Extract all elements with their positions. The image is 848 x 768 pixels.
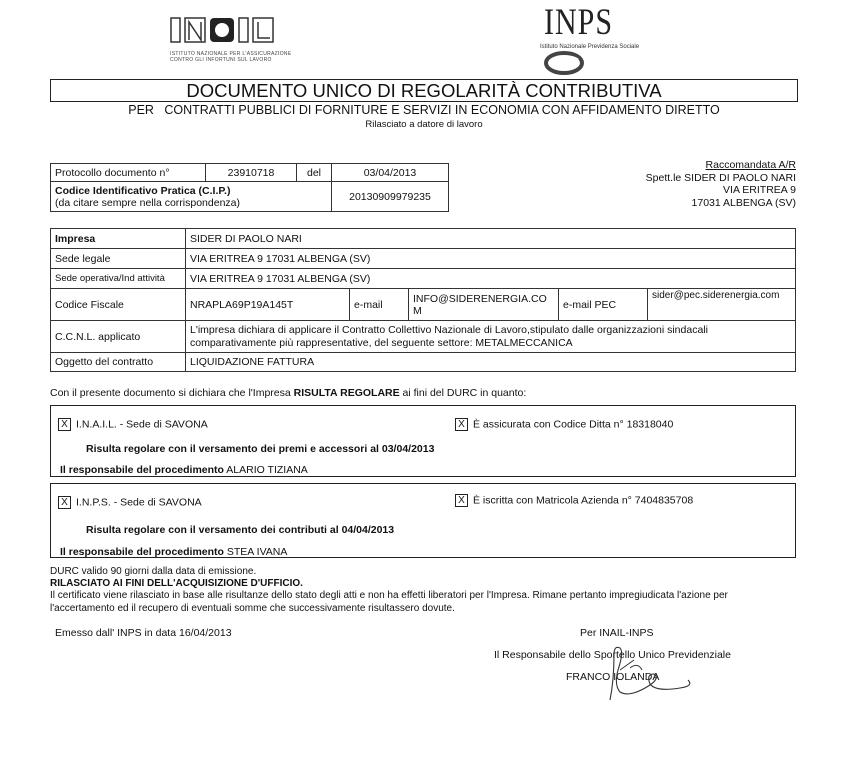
protocol-label: Protocollo documento n°	[51, 164, 206, 182]
sede-legale-label: Sede legale	[51, 249, 186, 269]
cip-label-cell	[51, 182, 332, 212]
sede-operativa-value: VIA ERITREA 9 17031 ALBENGA (SV)	[186, 269, 796, 289]
inail-result: Risulta regolare con il versamento dei premi e accessori al 03/04/2013	[86, 443, 435, 455]
inps-subtitle: Istituto Nazionale Previdenza Sociale	[540, 44, 640, 50]
inail-resp-label: Il responsabile del procedimento	[60, 464, 224, 476]
inail-sede: I.N.A.I.L. - Sede di SAVONA	[76, 418, 208, 431]
title-text: DOCUMENTO UNICO DI REGOLARITÀ CONTRIBUTIVA	[186, 80, 662, 101]
oggetto-label: Oggetto del contratto	[51, 353, 186, 372]
protocol-del-label: del	[297, 164, 332, 182]
inps-checkbox: X	[58, 496, 71, 509]
email-value-cell	[409, 289, 559, 321]
inail-logo-mark	[170, 16, 280, 46]
responsabile-sportello: Il Responsabile dello Sportello Unico Previdenziale	[494, 649, 731, 661]
recipient-line1: Spett.le SIDER DI PAOLO NARI	[645, 171, 796, 184]
signature	[590, 640, 710, 706]
inps-matricola-checkbox: X	[455, 494, 468, 507]
inail-logo	[170, 16, 320, 62]
ccnl-value-cell	[186, 321, 796, 353]
sede-operativa-label: Sede operativa/Ind attività	[51, 269, 186, 289]
declaration-pre: Con il presente documento si dichiara che l'Impresa	[50, 387, 294, 399]
declaration	[50, 387, 526, 399]
company-table	[50, 228, 796, 372]
inps-resp-label: Il responsabile del procedimento	[60, 546, 224, 558]
inail-codice-checkbox: X	[455, 418, 468, 431]
email-value-line1: INFO@SIDERENERGIA.CO	[413, 292, 547, 305]
per-inail-inps: Per INAIL-INPS	[580, 627, 654, 639]
email-value-line2: M	[413, 304, 422, 317]
cip-note: (da citare sempre nella corrispondenza)	[55, 196, 241, 209]
inail-checkbox: X	[58, 418, 71, 431]
ccnl-line1: L'impresa dichiara di applicare il Contratto Collettivo Nazionale di Lavoro,stipulato dalle organizzazioni sindacali	[190, 324, 708, 336]
inps-section	[50, 483, 796, 558]
inps-responsible-row	[60, 546, 287, 558]
inail-codice-row	[455, 418, 673, 431]
legal-note-line2: l'accertamento ed il recupero di eventuali somme che successivamente risultassero dovute.	[50, 602, 455, 614]
ccnl-label: C.C.N.L. applicato	[51, 321, 186, 353]
recipient-block	[646, 159, 796, 209]
inps-mark: INPS	[544, 1, 614, 43]
cip-value: 20130909979235	[332, 182, 449, 212]
footer-notes	[50, 566, 810, 615]
legal-note-line1: Il certificato viene rilasciato in base alle risultanze dello stato degli atti e non ha effetti liberatori per l'Impresa. Rimane pertanto impregiudicata l'azione per	[50, 590, 728, 602]
impresa-value: SIDER DI PAOLO NARI	[186, 229, 796, 249]
validity-note: DURC valido 90 giorni dalla data di emissione.	[50, 566, 257, 577]
inps-resp-name: STEA IVANA	[223, 546, 288, 558]
recipient-line3: 17031 ALBENGA (SV)	[691, 196, 796, 209]
document-title	[50, 79, 798, 102]
issued-to: Rilasciato a datore di lavoro	[365, 119, 483, 130]
inps-result: Risulta regolare con il versamento dei contributi al 04/04/2013	[86, 524, 395, 536]
purpose-note: RILASCIATO AI FINI DELL'ACQUISIZIONE D'UFFICIO.	[50, 578, 303, 590]
protocol-table	[50, 163, 449, 212]
inps-emblem-icon	[542, 50, 586, 76]
mail-type: Raccomandata A/R	[705, 159, 796, 171]
inps-sede-row	[58, 496, 202, 509]
inps-logo	[540, 1, 700, 76]
inail-resp-name: ALARIO TIZIANA	[223, 464, 308, 476]
ccnl-line2: comparativamente più rappresentative, del seguente settore: METALMECCANICA	[190, 336, 573, 349]
inps-matricola: È iscritta con Matricola Azienda n° 7404835708	[473, 494, 694, 507]
pec-label: e-mail PEC	[559, 289, 648, 321]
recipient-line2: VIA ERITREA 9	[723, 184, 796, 196]
codice-fiscale-value: NRAPLA69P19A145T	[186, 289, 350, 321]
inail-sede-row	[58, 418, 208, 431]
firmatario-name: FRANCO IOLANDA	[566, 671, 660, 683]
email-label: e-mail	[350, 289, 409, 321]
codice-fiscale-label: Codice Fiscale	[51, 289, 186, 321]
emesso-note: Emesso dall' INPS in data 16/04/2013	[55, 627, 232, 639]
declaration-post: ai fini del DURC in quanto:	[399, 387, 527, 399]
cip-label: Codice Identificativo Pratica (C.I.P.)	[55, 184, 231, 197]
document-subtitle: PER CONTRATTI PUBBLICI DI FORNITURE E SERVIZI IN ECONOMIA CON AFFIDAMENTO DIRETTO	[128, 103, 720, 117]
inail-codice: È assicurata con Codice Ditta n° 18318040	[473, 418, 674, 431]
inail-responsible-row	[60, 464, 308, 476]
inail-subtitle: ISTITUTO NAZIONALE PER L'ASSICURAZIONE CONTRO GLI INFORTUNI SUL LAVORO	[170, 51, 292, 63]
sede-legale-value: VIA ERITREA 9 17031 ALBENGA (SV)	[186, 249, 796, 269]
oggetto-value: LIQUIDAZIONE FATTURA	[186, 353, 796, 372]
inail-section	[50, 405, 796, 477]
protocol-number: 23910718	[206, 164, 297, 182]
declaration-bold: RISULTA REGOLARE	[293, 387, 400, 399]
inps-sede: I.N.P.S. - Sede di SAVONA	[76, 496, 202, 509]
pec-value: sider@pec.siderenergia.com	[648, 289, 796, 321]
impresa-label: Impresa	[51, 229, 186, 249]
inps-matricola-row	[455, 494, 693, 507]
protocol-date: 03/04/2013	[332, 164, 449, 182]
